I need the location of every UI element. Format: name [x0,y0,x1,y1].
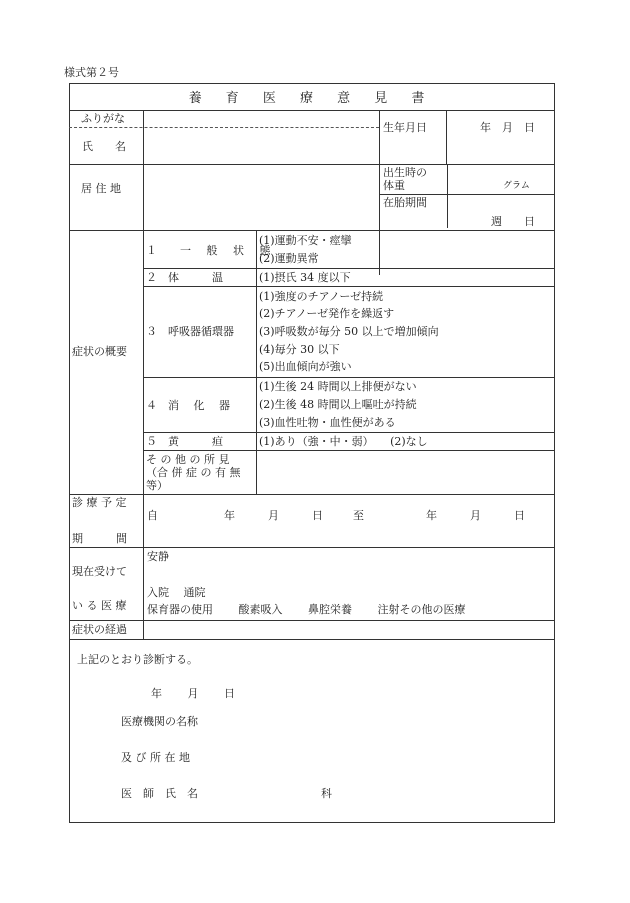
doctor-name-label: 医 師 氏 名 [121,787,198,800]
symptom-item[interactable]: (1)生後 24 時間以上排便がない [259,380,417,393]
diagnosis-statement: 上記のとおり診断する。 [77,653,198,666]
diagnosis-date[interactable]: 年 月 日 [151,687,235,700]
birth-date-label: 生年月日 [383,121,427,134]
symptom-respiratory-label: ３ 呼吸器循環器 [146,325,234,338]
rule [379,194,554,195]
rule [69,639,554,640]
rule [379,110,380,275]
rule [143,547,144,639]
birth-weight-unit: グラム [503,181,530,191]
rule [143,268,554,269]
schedule-from: 自 [147,509,158,522]
symptom-item[interactable]: (1)強度のチアノーゼ持続 [259,290,384,303]
schedule-from-date[interactable]: 年 月 日 [224,509,323,522]
progress-label: 症状の経過 [72,623,127,636]
furigana-divider [69,127,379,128]
other-findings-label-line2: （合 併 症 の 有 無 [146,466,241,479]
symptom-item[interactable]: (1)運動不安・痙攣 [259,234,352,247]
name-value[interactable] [147,133,375,159]
schedule-to-date[interactable]: 年 月 日 [426,509,525,522]
progress-value[interactable] [147,623,549,636]
symptom-item[interactable]: (2)運動異常 [259,252,319,265]
symptom-item[interactable]: (1)あり（強・中・弱） (2)なし [259,435,428,448]
other-findings-label-line3: 等） [146,479,168,492]
treatment-admission[interactable]: 入院 通院 [147,586,206,599]
rule [256,230,257,494]
rule [143,164,144,230]
symptom-item[interactable]: (3)呼吸数が毎分 50 以上で増加傾向 [259,325,439,338]
furigana-label: ふりがな [81,112,125,125]
rule [143,494,144,547]
rule [143,286,554,287]
form-title: 養 育 医 療 意 見 書 [188,91,435,106]
symptoms-label: 症状の概要 [72,345,127,358]
rule [143,230,144,494]
other-findings-value[interactable] [260,453,550,491]
rule [143,377,554,378]
form-number: 様式第２号 [64,66,119,79]
symptom-item[interactable]: (4)毎分 30 以下 [259,343,340,356]
other-findings-label-line1: そ の 他 の 所 見 [146,453,230,466]
furigana-value[interactable] [147,112,375,125]
birth-weight-label-line1: 出生時の [383,166,427,179]
symptom-item[interactable]: (1)摂氏 34 度以下 [259,271,351,284]
treatment-label-line2: い る 医 療 [72,599,127,612]
treatment-rest[interactable]: 安静 [147,550,169,563]
rule [69,164,554,165]
symptom-temperature-label: ２ 体 温 [146,271,223,284]
birth-date-value[interactable]: 年 月 日 [480,121,535,134]
rule [69,547,554,548]
treatment-options[interactable]: 保育器の使用 酸素吸入 鼻腔栄養 注射その他の医療 [147,603,466,616]
institution-name-label: 医療機関の名称 [121,715,198,728]
gestation-unit: 週 日 [491,215,535,228]
address-label: 居 住 地 [81,182,121,195]
symptom-item[interactable]: (3)血性吐物・血性便がある [259,416,396,429]
symptom-digestive-label: ４ 消 化 器 [146,399,230,412]
symptom-item[interactable]: (2)チアノーゼ発作を繰返す [259,307,395,320]
schedule-label-line1: 診 療 予 定 [72,496,127,509]
rule [446,110,447,164]
department-suffix: 科 [321,787,332,800]
gestation-label: 在胎期間 [383,196,427,209]
rule [143,110,144,164]
medical-opinion-form [69,83,554,822]
rule [69,494,554,495]
schedule-to: 至 [353,509,364,522]
schedule-label-line2: 期 間 [72,532,127,545]
rule [143,450,554,451]
rule [447,194,448,228]
rule [69,110,554,111]
institution-address-label: 及 び 所 在 地 [121,751,190,764]
treatment-label-line1: 現在受けて [72,565,127,578]
rule [143,432,554,433]
symptom-item[interactable]: (2)生後 48 時間以上嘔吐が持続 [259,398,417,411]
rule [447,164,448,194]
symptom-general-label: １ 一 般 状 態 [146,244,277,257]
rule [69,230,554,231]
name-label: 氏 名 [82,140,126,153]
rule [69,620,554,621]
birth-weight-label-line2: 体重 [383,179,405,192]
symptom-item[interactable]: (5)出血傾向が強い [259,360,352,373]
symptom-jaundice-label: ５ 黄 疸 [146,435,223,448]
